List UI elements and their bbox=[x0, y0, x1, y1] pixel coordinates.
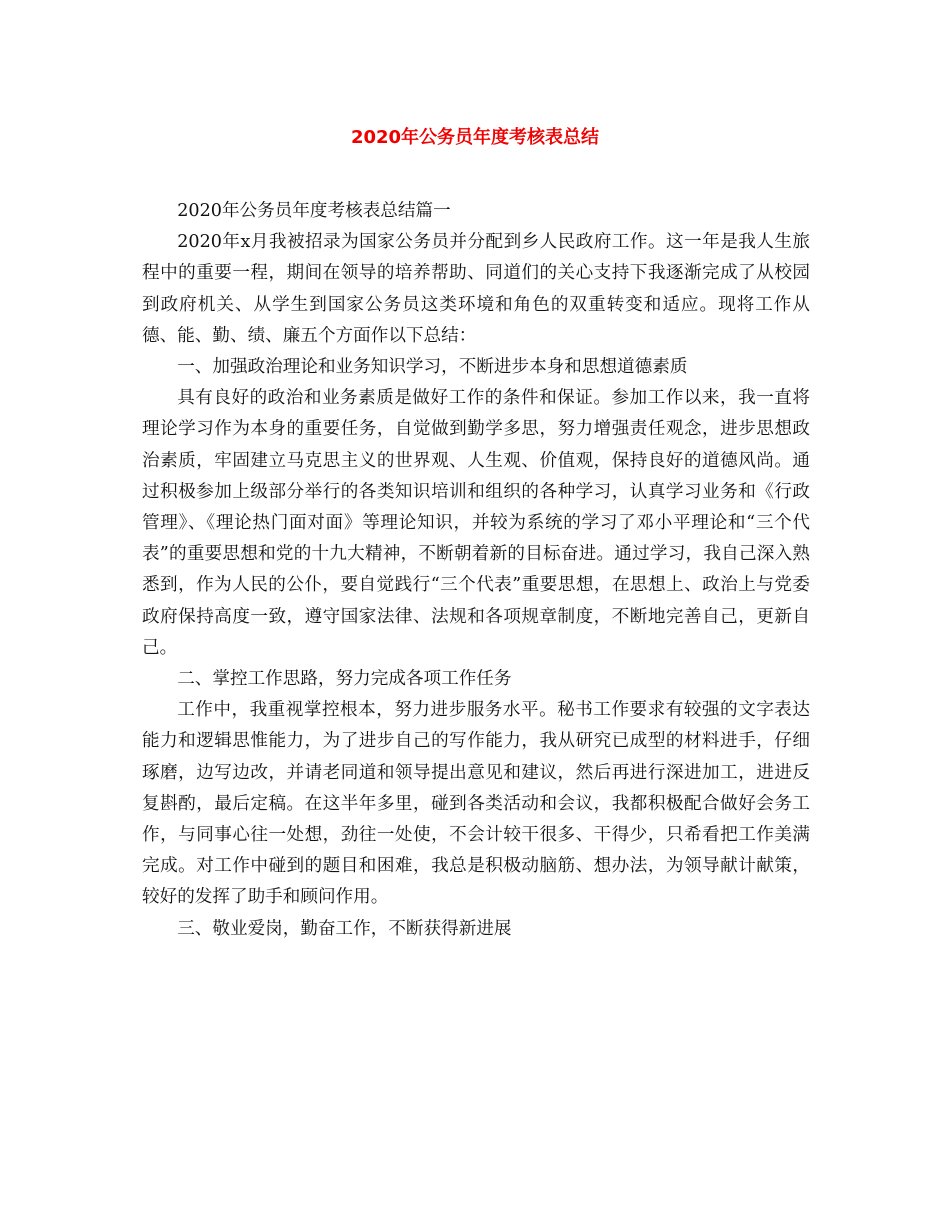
section-heading: 2020年公务员年度考核表总结篇一 bbox=[177, 201, 451, 221]
section-heading: 一、加强政治理论和业务知识学习，不断进步本身和思想道德素质 bbox=[177, 357, 688, 378]
document-body bbox=[142, 196, 810, 945]
paragraph: 具有良好的政治和业务素质是做好工作的条件和保证。参加工作以来，我一直将理论学习作为本身的重要任务，自觉做到勤学多思，努力增强责任观念，进步思想政治素质，牢固建立马克思主义的世界观、人生观、价值观，保持良好的道德风尚。通过积极参加上级部分举行的各类知识培训和组织的各种学习，认真学习业务和《行政管理》、《理论热门面对面》等理论知识，并较为系统的学习了邓小平理论和“三个代表”的重要思想和党的十九大精神，不断朝着新的目标奋进。通过学习，我自己深入熟悉到，作为人民的公仆，要自觉践行“三个代表”重要思想，在思想上、政治上与党委政府保持高度一致，遵守国家法律、法规和各项规章制度，不断地完善自己，更新自己。 bbox=[142, 388, 810, 658]
paragraph: 2020年x月我被招录为国家公务员并分配到乡人民政府工作。这一年是我人生旅程中的重要一程，期间在领导的培养帮助、同道们的关心支持下我逐渐完成了从校园到政府机关、从学生到国家公务员这类环境和角色的双重转变和适应。现将工作从德、能、勤、绩、廉五个方面作以下总结： bbox=[142, 232, 810, 346]
document-title: 2020年公务员年度考核表总结 bbox=[350, 127, 600, 148]
section-heading: 二、掌控工作思路，努力完成各项工作任务 bbox=[177, 669, 512, 690]
paragraph: 工作中，我重视掌控根本，努力进步服务水平。秘书工作要求有较强的文字表达能力和逻辑思惟能力，为了进步自己的写作能力，我从研究已成型的材料进手，仔细琢磨，边写边改，并请老同道和领导提出意见和建议，然后再进行深进加工，进进反复斟酌，最后定稿。在这半年多里，碰到各类活动和会议，我都积极配合做好会务工作，与同事心往一处想，劲往一处使，不会计较干很多、干得少，只希看把工作美满完成。对工作中碰到的题目和困难，我总是积极动脑筋、想办法，为领导献计献策，较好的发挥了助手和顾问作用。 bbox=[142, 700, 810, 908]
section-heading: 三、敬业爱岗，勤奋工作，不断获得新进展 bbox=[177, 918, 512, 939]
